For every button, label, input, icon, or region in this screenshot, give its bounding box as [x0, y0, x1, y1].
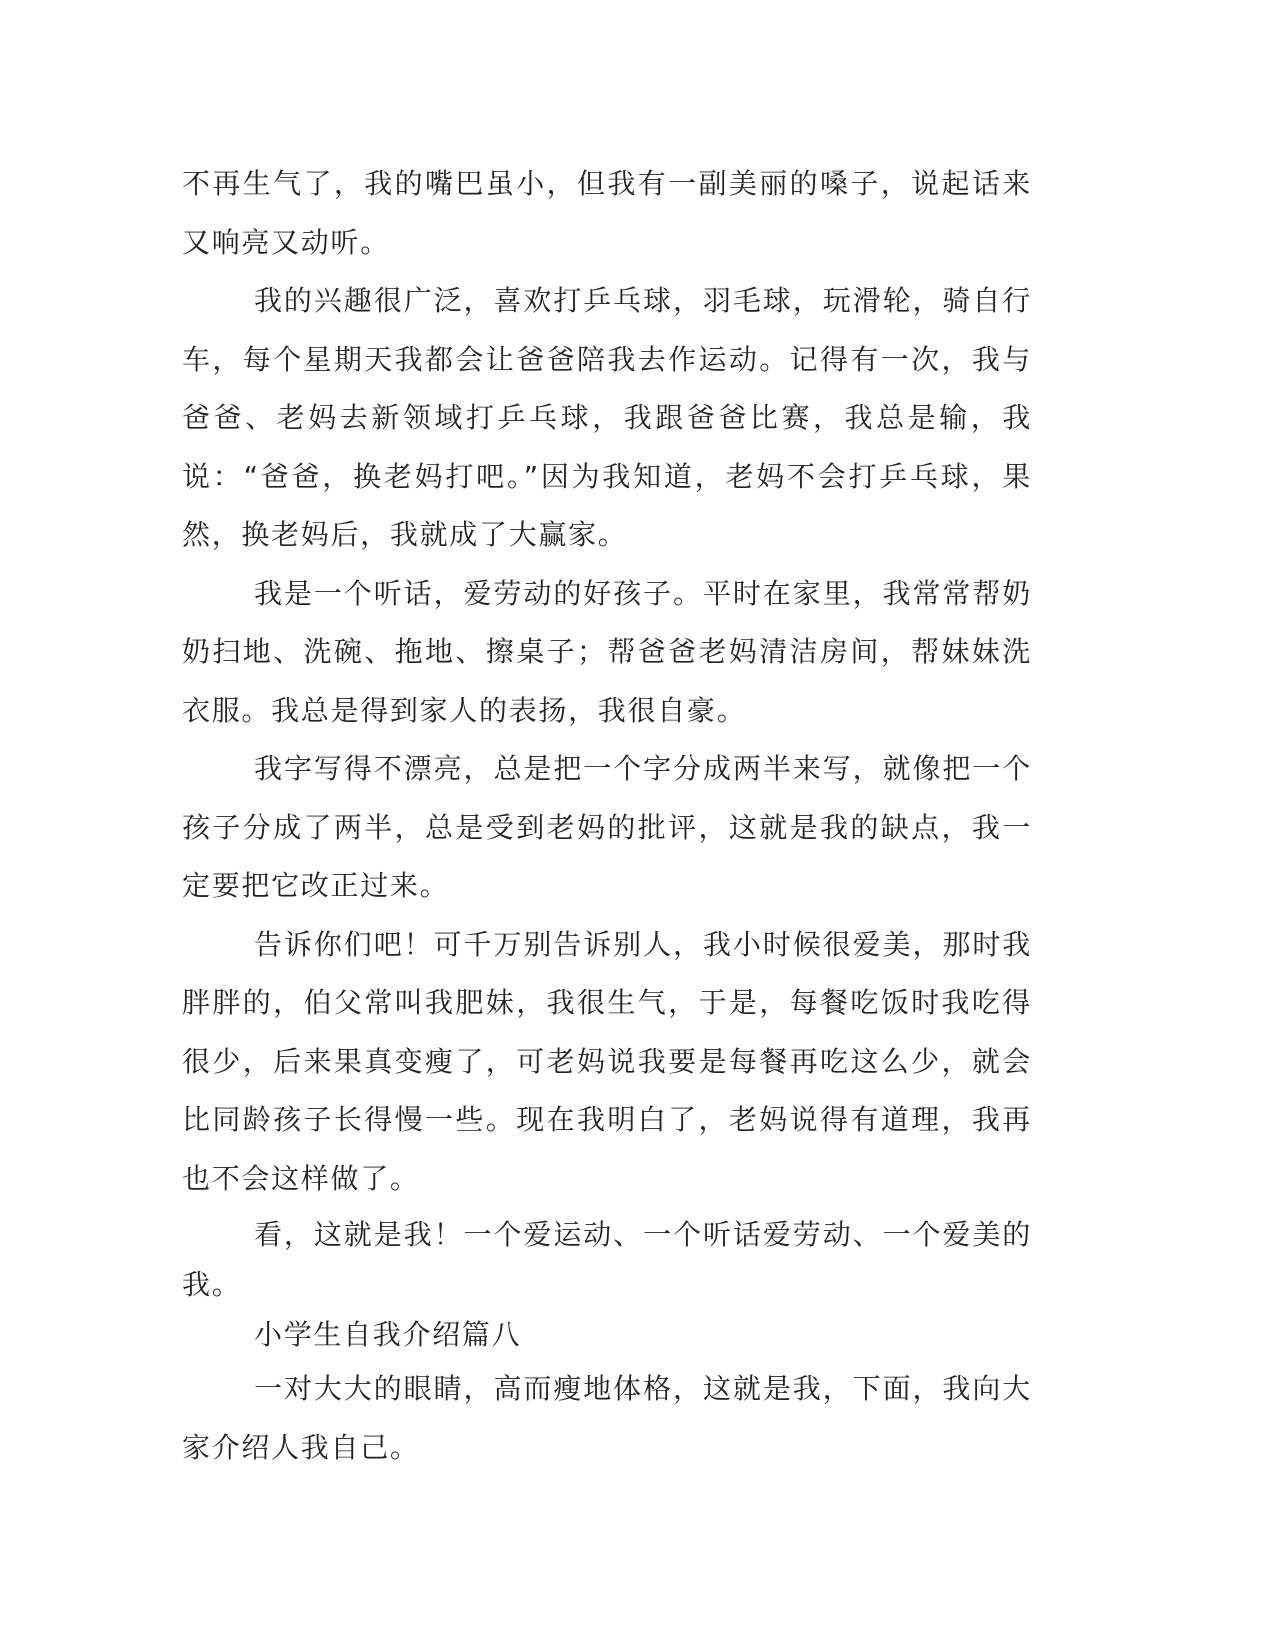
paragraph-hobbies: 我的兴趣很广泛，喜欢打乒乓球，羽毛球，玩滑轮，骑自行车，每个星期天我都会让爸爸陪我去作运动。记得有一次，我与爸爸、老妈去新领域打乒乓球，我跟爸爸比赛，我总是输，我说：“爸爸，换老妈打吧。”因为我知道，老妈不会打乒乓球，果然，换老妈后，我就成了大赢家。 [182, 284, 1032, 551]
paragraph-handwriting: 我字写得不漂亮，总是把一个字分成两半来写，就像把一个孩子分成了两半，总是受到老妈的批评，这就是我的缺点，我一定要把它改正过来。 [182, 752, 1032, 902]
paragraph-chores: 我是一个听话，爱劳动的好孩子。平时在家里，我常常帮奶奶扫地、洗碗、拖地、擦桌子；帮爸爸老妈清洁房间，帮妹妹洗衣服。我总是得到家人的表扬，我很自豪。 [182, 576, 1032, 727]
paragraph-secret: 告诉你们吧！可千万别告诉别人，我小时候很爱美，那时我胖胖的，伯父常叫我肥妹，我很生气，于是，每餐吃饭时我吃得很少，后来果真变瘦了，可老妈说我要是每餐再吃这么少，就会比同龄孩子长得慢一些。现在我明白了，老妈说得有道理，我再也不会这样做了。 [182, 927, 1032, 1195]
paragraph-intro: 一对大大的眼睛，高而瘦地体格，这就是我，下面，我向大家介绍人我自己。 [182, 1372, 1032, 1464]
paragraph-summary: 看，这就是我！一个爱运动、一个听话爱劳动、一个爱美的我。 [182, 1218, 1032, 1301]
section-heading: 小学生自我介绍篇八 [254, 1318, 522, 1351]
document-body [182, 155, 1032, 1477]
paragraph-continuation: 不再生气了，我的嘴巴虽小，但我有一副美丽的嗓子，说起话来又响亮又动听。 [182, 167, 1032, 259]
